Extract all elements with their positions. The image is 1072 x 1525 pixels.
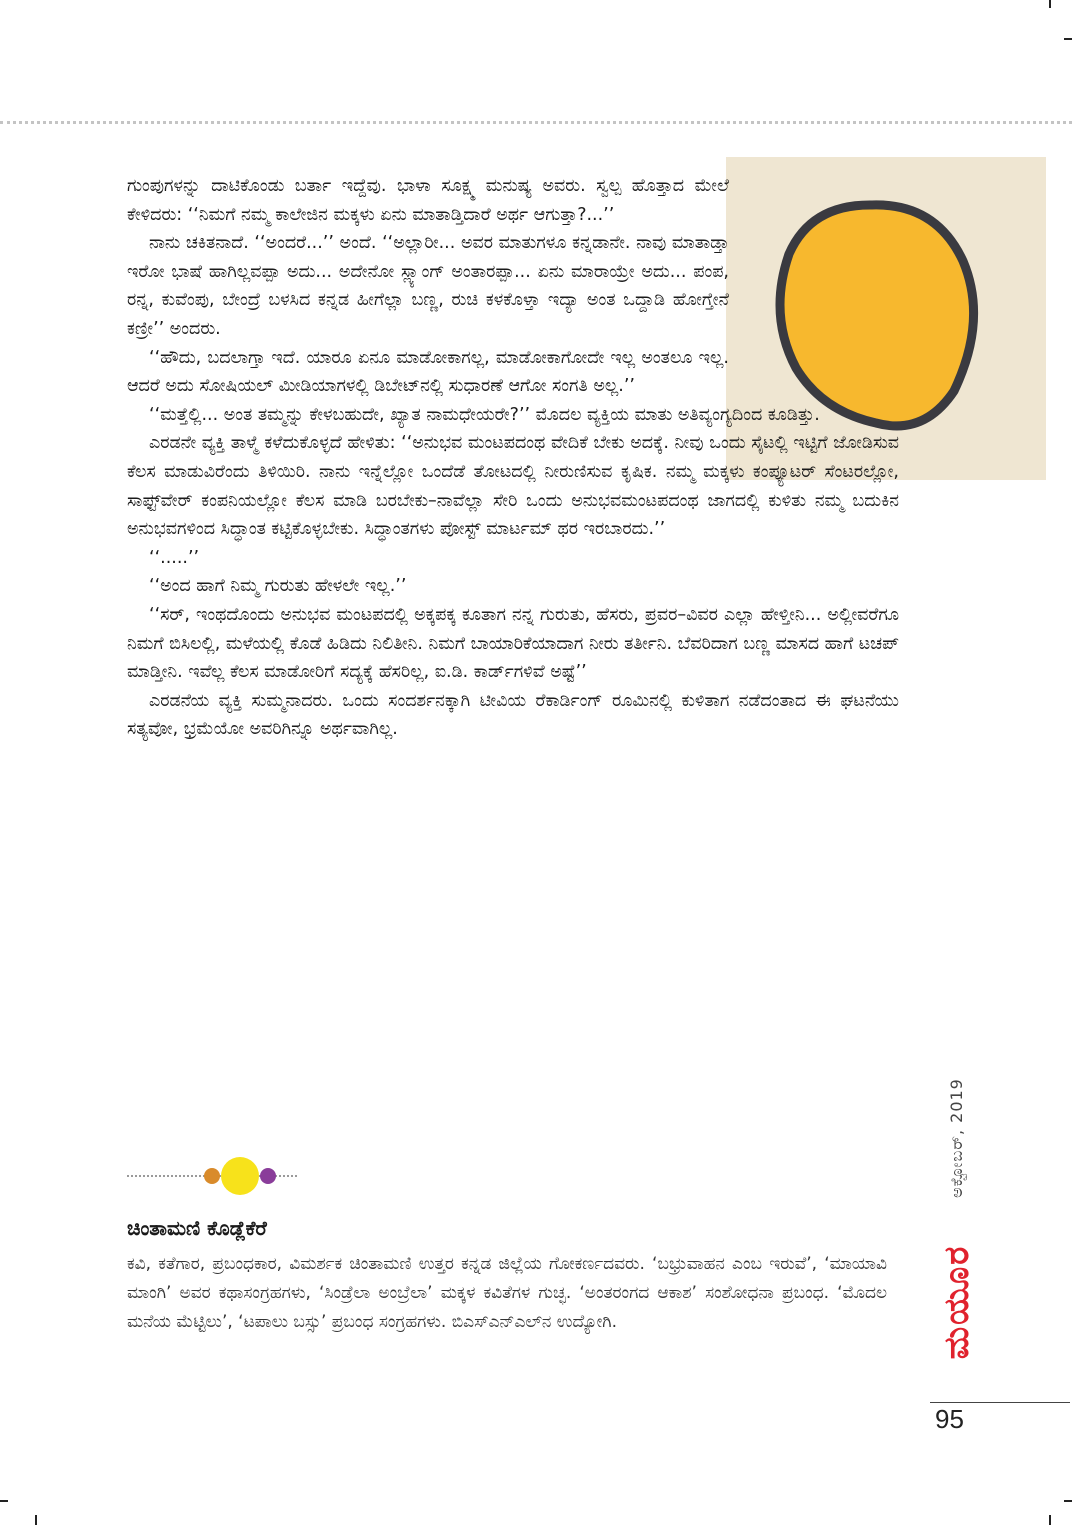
top-dotted-rule bbox=[0, 121, 1072, 124]
crop-mark bbox=[1064, 1500, 1072, 1502]
paragraph: ಎರಡನೇ ವ್ಯಕ್ತಿ ತಾಳ್ಮೆ ಕಳೆದುಕೊಳ್ಳದೆ ಹೇಳಿತು: ‘‘ಅನುಭವ ಮಂಟಪದಂಥ ವೇದಿಕೆ ಬೇಕು ಅದಕ್ಕೆ. ನೀವು ಒಂದು ಸೈಟಲ್ಲಿ ಇಟ್ಟಿಗೆ ಜೋಡಿಸುವ ಕೆಲಸ ಮಾಡುವಿರೆಂದು ತಿಳಿಯಿರಿ. ನಾನು ಇನ್ನೆಲ್ಲೋ ಒಂದೆಡೆ ತೋಟದಲ್ಲಿ ನೀರುಣಿಸುವ ಕೃಷಿಕ. ನಮ್ಮ ಮಕ್ಕಳು ಕಂಪ್ಯೂಟರ್ ಸೆಂಟರಲ್ಲೋ, ಸಾಫ್ಟ್‌ವೇರ್ ಕಂಪನಿಯಲ್ಲೋ ಕೆಲಸ ಮಾಡಿ ಬರಬೇಕು–ನಾವೆಲ್ಲಾ ಸೇರಿ ಒಂದು ಅನುಭವಮಂಟಪದಂಥ ಜಾಗದಲ್ಲಿ ಕುಳಿತು ನಮ್ಮ ಬದುಕಿನ ಅನುಭವಗಳಿಂದ ಸಿದ್ಧಾಂತ ಕಟ್ಟಿಕೊಳ್ಳಬೇಕು. ಸಿದ್ಧಾಂತಗಳು ಪೋಸ್ಟ್ ಮಾರ್ಟಮ್ ಥರ ಇರಬಾರದು.’’ bbox=[127, 433, 899, 540]
crop-mark bbox=[35, 1515, 37, 1525]
author-bio: ಕವಿ, ಕತೆಗಾರ, ಪ್ರಬಂಧಕಾರ, ವಿಮರ್ಶಕ ಚಿಂತಾಮಣಿ ಉತ್ತರ ಕನ್ನಡ ಜಿಲ್ಲೆಯ ಗೋಕರ್ಣದವರು. ‘ಬಭ್ರುವಾಹನ ಎಂಬ ಇರುವೆ’, ‘ಮಾಯಾವಿ ಮಾಂಗಿ’ ಅವರ ಕಥಾಸಂಗ್ರಹಗಳು, ‘ಸಿಂಡ್ರೆಲಾ ಅಂಬ್ರೆಲಾ’ ಮಕ್ಕಳ ಕವಿತೆಗಳ ಗುಚ್ಛ. ‘ಅಂತರಂಗದ ಆಕಾಶ’ ಸಂಶೋಧನಾ ಪ್ರಬಂಧ. ‘ಮೊದಲ ಮನೆಯ ಮೆಟ್ಟಿಲು’, ‘ಟಪಾಲು ಬಸ್ಸು’ ಪ್ರಬಂಧ ಸಂಗ್ರಹಗಳು. ಬಿಎಸ್‌ಎನ್‌ಎಲ್‌ನ ಉದ್ಯೋಗಿ. bbox=[127, 1254, 887, 1332]
purple-dot bbox=[260, 1168, 276, 1184]
crop-mark bbox=[1049, 0, 1051, 8]
crop-mark bbox=[1049, 1515, 1051, 1525]
decorative-separator bbox=[127, 1157, 297, 1193]
article-body bbox=[127, 172, 899, 744]
paragraph: ನಾನು ಚಕಿತನಾದೆ. ‘‘ಅಂದರೆ...’’ ಅಂದೆ. ‘‘ಅಲ್ಲಾರೀ... ಅವರ ಮಾತುಗಳೂ ಕನ್ನಡಾನೇ. ನಾವು ಮಾತಾಡ್ತಾ ಇರೋ ಭಾಷೆ ಹಾಗಿಲ್ಲವಪ್ಪಾ ಅದು... ಅದೇನೋ ಸ್ಲ್ಯಾಂಗ್ ಅಂತಾರಪ್ಪಾ... ಏನು ಮಾರಾಯ್ರೇ ಅದು... ಪಂಪ, ರನ್ನ, ಕುವೆಂಪು, ಬೇಂದ್ರೆ ಬಳಸಿದ ಕನ್ನಡ ಹೀಗೆಲ್ಲಾ ಬಣ್ಣ, ರುಚಿ ಕಳಕೊಳ್ತಾ ಇದ್ಯಾ ಅಂತ ಒದ್ದಾಡಿ ಹೋಗ್ತೇನೆ ಕಣ್ರೀ’’ ಅಂದರು. bbox=[127, 233, 729, 339]
paragraph: ‘‘ಅಂದ ಹಾಗೆ ನಿಮ್ಮ ಗುರುತು ಹೇಳಲೇ ಇಲ್ಲ.’’ bbox=[149, 576, 407, 597]
crop-mark bbox=[0, 1500, 8, 1502]
paragraph: ಗುಂಪುಗಳನ್ನು ದಾಟಿಕೊಂಡು ಬರ್ತಾ ಇದ್ದೆವು. ಭಾಳಾ ಸೂಕ್ಷ್ಮ ಮನುಷ್ಯ ಅವರು. ಸ್ವಲ್ಪ ಹೊತ್ತಾದ ಮೇಲೆ ಕೇಳಿದರು: ‘‘ನಿಮಗೆ ನಮ್ಮ ಕಾಲೇಜಿನ ಮಕ್ಕಳು ಏನು ಮಾತಾಡ್ತಿದಾರೆ ಅರ್ಥ ಆಗುತ್ತಾ?...’’ bbox=[127, 176, 729, 225]
author-name: ಚಿಂತಾಮಣಿ ಕೊಡ್ಲೆಕೆರೆ bbox=[127, 1216, 267, 1240]
paragraph: ‘‘ಹೌದು, ಬದಲಾಗ್ತಾ ಇದೆ. ಯಾರೂ ಏನೂ ಮಾಡೋಕಾಗಲ್ಲ, ಮಾಡೋಕಾಗೋದೇ ಇಲ್ಲ ಅಂತಲೂ ಇಲ್ಲ. ಆದರೆ ಅದು ಸೋಷಿಯಲ್ ಮೀಡಿಯಾಗಳಲ್ಲಿ ಡಿಬೇಟ್‌ನಲ್ಲಿ ಸುಧಾರಣೆ ಆಗೋ ಸಂಗತಿ ಅಲ್ಲ.’’ bbox=[127, 347, 729, 397]
paragraph: ‘‘ಮತ್ತೆಲ್ಲಿ... ಅಂತ ತಮ್ಮನ್ನು ಕೇಳಬಹುದೇ, ಖ್ಯಾತ ನಾಮಧೇಯರೇ?’’ ಮೊದಲ ವ್ಯಕ್ತಿಯ ಮಾತು ಅತಿವ್ಯಂಗ್ಯದಿಂದ ಕೂಡಿತ್ತು. bbox=[149, 404, 820, 425]
crop-mark bbox=[1064, 38, 1072, 40]
magazine-logo-text: ಮಯೂರ bbox=[937, 1244, 977, 1360]
paragraph: ‘‘ಸರ್, ಇಂಥದೊಂದು ಅನುಭವ ಮಂಟಪದಲ್ಲಿ ಅಕ್ಕಪಕ್ಕ ಕೂತಾಗ ನನ್ನ ಗುರುತು, ಹೆಸರು, ಪ್ರವರ–ವಿವರ ಎಲ್ಲಾ ಹೇಳ್ತೀನಿ... ಅಲ್ಲೀವರೆಗೂ ನಿಮಗೆ ಬಿಸಿಲಲ್ಲಿ, ಮಳೆಯಲ್ಲಿ ಕೊಡೆ ಹಿಡಿದು ನಿಲಿತೀನಿ. ನಿಮಗೆ ಬಾಯಾರಿಕೆಯಾದಾಗ ನೀರು ತರ್ತೀನಿ. ಬೆವರಿದಾಗ ಬಣ್ಣ ಮಾಸದ ಹಾಗೆ ಟಚಪ್ ಮಾಡ್ತೀನಿ. ಇವೆಲ್ಲ ಕೆಲಸ ಮಾಡೋರಿಗೆ ಸದ್ಯಕ್ಕೆ ಹೆಸರಿಲ್ಲ, ಐ.ಡಿ. ಕಾರ್ಡ್‌ಗಳಿವೆ ಅಷ್ಟೆ’’ bbox=[127, 604, 899, 683]
page-number: 95 bbox=[935, 1404, 964, 1434]
paragraph: ‘‘.....’’ bbox=[149, 547, 200, 568]
orange-dot bbox=[204, 1168, 220, 1184]
paragraph: ಎರಡನೆಯ ವ್ಯಕ್ತಿ ಸುಮ್ಮನಾದರು. ಒಂದು ಸಂದರ್ಶನಕ್ಕಾಗಿ ಟೀವಿಯ ರೆಕಾರ್ಡಿಂಗ್ ರೂಮಿನಲ್ಲಿ ಕುಳಿತಾಗ ನಡೆದಂತಾದ ಈ ಘಟನೆಯು ಸತ್ಯವೋ, ಭ್ರಮೆಯೋ ಅವರಿಗಿನ್ನೂ ಅರ್ಥವಾಗಿಲ್ಲ. bbox=[127, 690, 899, 740]
page-number-rule bbox=[930, 1402, 1070, 1403]
yellow-dot bbox=[221, 1157, 259, 1195]
issue-date-text: ಅಕ್ಟೋಬರ್, 2019 bbox=[947, 1078, 966, 1198]
